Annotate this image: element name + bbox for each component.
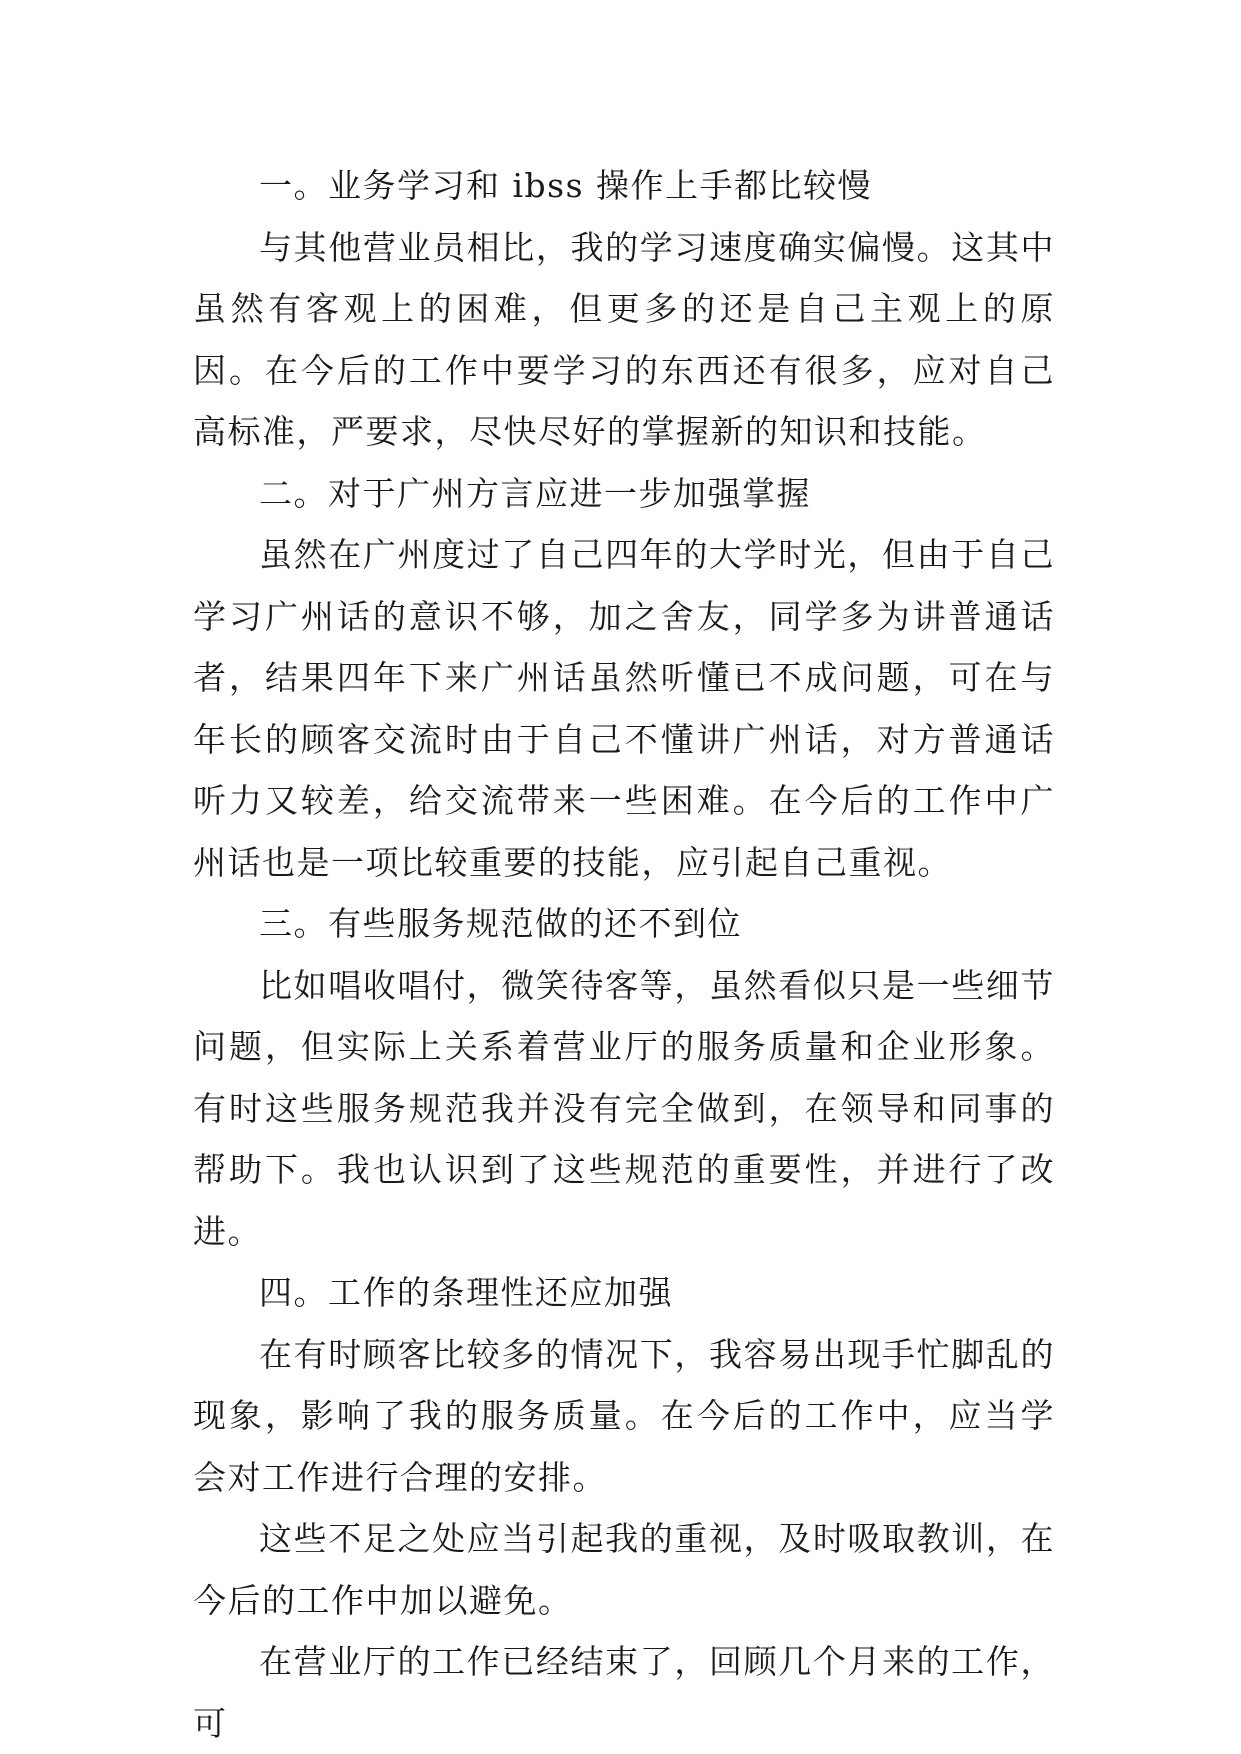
body-paragraph-2: 虽然在广州度过了自己四年的大学时光，但由于自己学习广州话的意识不够，加之舍友，同学多为讲普通话者，结果四年下来广州话虽然听懂已不成问题，可在与年长的顾客交流时由于自己不懂讲广州话，对方普通话听力又较差，给交流带来一些困难。在今后的工作中广州话也是一项比较重要的技能，应引起自己重视。 xyxy=(193,535,1055,882)
section-heading-2: 二。对于广州方言应进一步加强掌握 xyxy=(259,473,811,513)
conclusion-paragraph: 这些不足之处应当引起我的重视，及时吸取教训，在今后的工作中加以避免。 xyxy=(193,1519,1055,1620)
body-paragraph-1: 与其他营业员相比，我的学习速度确实偏慢。这其中虽然有客观上的困难，但更多的还是自己主观上的原因。在今后的工作中要学习的东西还有很多，应对自己高标准，严要求，尽快尽好的掌握新的知识和技能。 xyxy=(193,227,1055,451)
document-body xyxy=(193,155,1055,1754)
section-heading-4: 四。工作的条理性还应加强 xyxy=(259,1273,673,1312)
section-heading-1: 一。业务学习和 ibss 操作上手都比较慢 xyxy=(259,166,873,205)
section-heading-3: 三。有些服务规范做的还不到位 xyxy=(259,904,742,943)
closing-paragraph: 在营业厅的工作已经结束了，回顾几个月来的工作，可 xyxy=(193,1642,1055,1743)
body-paragraph-4: 在有时顾客比较多的情况下，我容易出现手忙脚乱的现象，影响了我的服务质量。在今后的工作中，应当学会对工作进行合理的安排。 xyxy=(193,1334,1055,1497)
body-paragraph-3: 比如唱收唱付，微笑待客等，虽然看似只是一些细节问题，但实际上关系着营业厅的服务质量和企业形象。有时这些服务规范我并没有完全做到，在领导和同事的帮助下。我也认识到了这些规范的重要性，并进行了改进。 xyxy=(193,965,1055,1251)
